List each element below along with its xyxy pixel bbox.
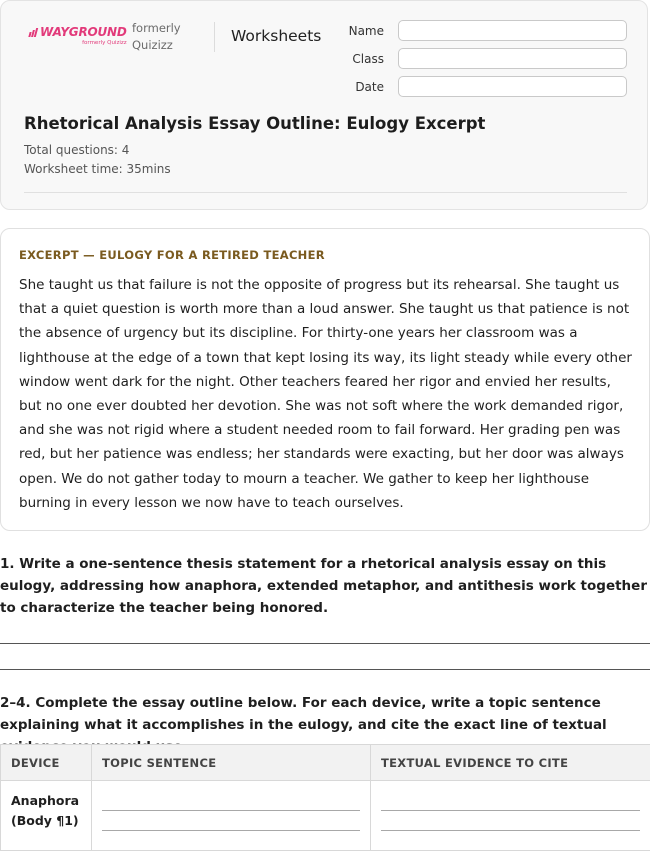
- evidence-cell[interactable]: [371, 781, 650, 851]
- excerpt-label: EXCERPT — EULOGY FOR A RETIRED TEACHER: [19, 248, 325, 262]
- answer-line[interactable]: [0, 669, 650, 670]
- question-2-4: 2–4. Complete the essay outline below. For each device, write a topic sentence explaining what it accomplishes in the eulogy, and cite the exact line of textual: [0, 692, 650, 758]
- class-field[interactable]: [398, 48, 627, 69]
- wayground-logo: [29, 25, 127, 46]
- writing-line[interactable]: [381, 810, 640, 811]
- worksheet-header: [0, 0, 648, 210]
- date-label: Date: [355, 80, 384, 94]
- topic-sentence-cell[interactable]: [92, 781, 371, 851]
- logo-mark-icon: [29, 28, 37, 37]
- column-header-evidence: TEXTUAL EVIDENCE TO CITE: [371, 745, 650, 781]
- worksheet-title: Rhetorical Analysis Essay Outline: Eulogy Excerpt: [24, 114, 485, 133]
- device-name: Anaphora (Body ¶1): [11, 791, 81, 831]
- logo-subtext: formerly Quizizz: [29, 40, 127, 46]
- column-header-topic-sentence: TOPIC SENTENCE: [92, 745, 371, 781]
- table-row: [1, 781, 650, 851]
- device-cell: [1, 781, 92, 851]
- answer-line[interactable]: [0, 643, 650, 644]
- name-label: Name: [349, 24, 384, 38]
- writing-line[interactable]: [102, 830, 360, 831]
- excerpt-text: She taught us that failure is not the opposite of progress but its rehearsal. She taught us that a quiet question is worth more than a loud answer. She taught us that patience is not the absence of urgency but its discipline. For thirty-one years her classroom was a lighthouse at the edge of a town that kept losing its way, its light steady while every other window went dark for the night. Other teachers feared her rigor and envied her results, but no one ever doubted her devotion. She was not soft where the work demanded rigor, and she was not rigid where a student needed room to fail forward. Her grading pen was red, but her patience was endless; her standards were exacting, but her door was always open. We do not gather today to mourn a teacher. We gather to keep her lighthouse burning in every lesson we now have to teach ourselves.: [19, 273, 635, 515]
- total-questions: Total questions: 4: [24, 143, 129, 157]
- writing-line[interactable]: [102, 810, 360, 811]
- name-field[interactable]: [398, 20, 627, 41]
- class-label: Class: [352, 52, 384, 66]
- product-title: Worksheets: [231, 27, 321, 45]
- question-1: 1. Write a one-sentence thesis statement for a rhetorical analysis essay on this eulogy, addressing how anaphora, extended metaphor, and antithesis work together to characterize the teacher being honored.: [0, 553, 648, 619]
- header-divider: [214, 22, 215, 52]
- excerpt-card: [0, 228, 650, 531]
- header-rule: [24, 192, 627, 193]
- formerly-label: formerly Quizizz: [132, 20, 192, 54]
- date-field[interactable]: [398, 76, 627, 97]
- table-header-row: [1, 745, 650, 781]
- writing-line[interactable]: [381, 830, 640, 831]
- logo-text: WAYGROUND: [40, 25, 127, 39]
- column-header-device: DEVICE: [1, 745, 92, 781]
- worksheet-time: Worksheet time: 35mins: [24, 162, 171, 176]
- essay-outline-table: [0, 744, 650, 851]
